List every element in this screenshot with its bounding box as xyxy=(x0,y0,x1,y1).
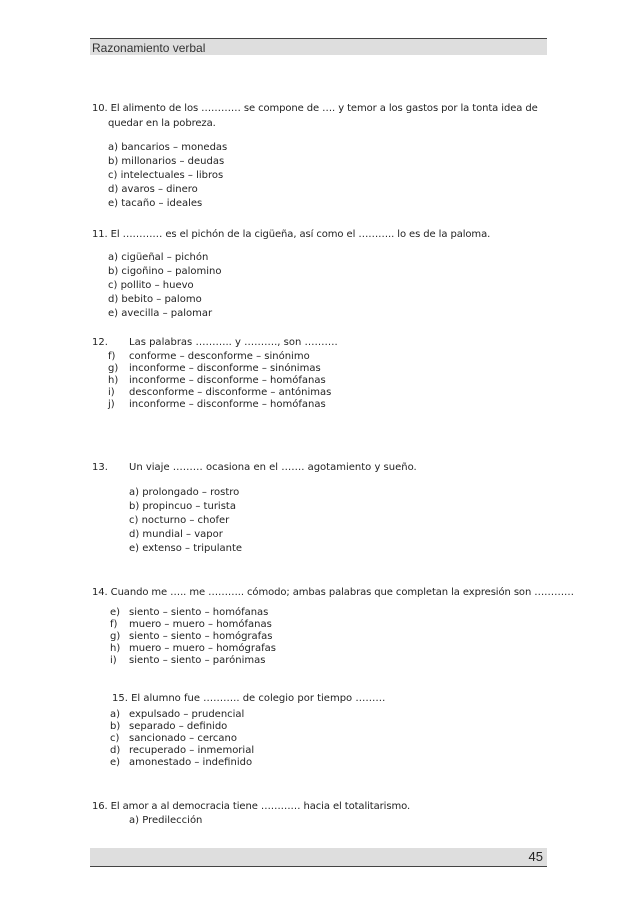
question-stem: Las palabras ……….. y ………., son ………. xyxy=(129,337,338,348)
question-stem: Un viaje ……… ocasiona en el ……. agotamiento y sueño. xyxy=(129,462,417,473)
option: desconforme – disconforme – antónimas xyxy=(129,387,332,398)
option-letter: d) xyxy=(110,745,121,756)
option-letter: h) xyxy=(108,375,119,386)
option: amonestado – indefinido xyxy=(129,757,253,768)
option: expulsado – prudencial xyxy=(129,709,245,720)
option: inconforme – disconforme – homófanas xyxy=(129,399,326,410)
question-stem: 15. El alumno fue ……….. de colegio por tiempo ……… xyxy=(112,693,386,704)
option: c) pollito – huevo xyxy=(108,280,194,291)
option: b) millonarios – deudas xyxy=(108,156,225,167)
option-letter: b) xyxy=(110,721,121,732)
option: a) Predilección xyxy=(129,815,203,826)
option: d) mundial – vapor xyxy=(129,529,223,540)
option-letter: f) xyxy=(108,351,116,362)
option-letter: e) xyxy=(110,607,121,618)
question-stem: 11. El ………… es el pichón de la cigüeña, así como el ……….. lo es de la paloma. xyxy=(92,229,491,240)
option: c) nocturno – chofer xyxy=(129,515,230,526)
option-letter: h) xyxy=(110,643,121,654)
option: a) bancarios – monedas xyxy=(108,142,228,153)
option: siento – siento – parónimas xyxy=(129,655,266,666)
option: e) tacaño – ideales xyxy=(108,198,203,209)
header-title: Razonamiento verbal xyxy=(92,41,206,55)
option-letter: c) xyxy=(110,733,120,744)
question-stem-continued: quedar en la pobreza. xyxy=(108,118,216,129)
option: siento – siento – homógrafas xyxy=(129,631,273,642)
option: a) prolongado – rostro xyxy=(129,487,240,498)
option: b) propincuo – turista xyxy=(129,501,236,512)
option: e) extenso – tripulante xyxy=(129,543,243,554)
question-number: 12. xyxy=(92,337,108,348)
option: a) cigüeñal – pichón xyxy=(108,252,209,263)
option-letter: f) xyxy=(110,619,118,630)
option: b) cigoñino – palomino xyxy=(108,266,222,277)
option-letter: a) xyxy=(110,709,121,720)
option: conforme – desconforme – sinónimo xyxy=(129,351,310,362)
option-letter: g) xyxy=(110,631,121,642)
option: separado – definido xyxy=(129,721,228,732)
option-letter: e) xyxy=(110,757,121,768)
question-number: 13. xyxy=(92,462,108,473)
option-letter: g) xyxy=(108,363,119,374)
page-number: 45 xyxy=(528,849,543,864)
option-letter: i) xyxy=(108,387,115,398)
option: c) intelectuales – libros xyxy=(108,170,224,181)
page-header xyxy=(90,38,547,55)
option-letter: j) xyxy=(108,399,115,410)
option: muero – muero – homógrafas xyxy=(129,643,276,654)
option: recuperado – inmemorial xyxy=(129,745,255,756)
option: inconforme – disconforme – sinónimas xyxy=(129,363,321,374)
option: muero – muero – homófanas xyxy=(129,619,272,630)
option-letter: i) xyxy=(110,655,117,666)
question-stem: 16. El amor a al democracia tiene ………… hacia el totalitarismo. xyxy=(92,801,411,812)
option: siento – siento – homófanas xyxy=(129,607,269,618)
option: d) avaros – dinero xyxy=(108,184,198,195)
option: d) bebito – palomo xyxy=(108,294,202,305)
question-stem: 14. Cuando me ….. me ……….. cómodo; ambas palabras que completan la expresión son ………… xyxy=(92,587,574,598)
option: sancionado – cercano xyxy=(129,733,237,744)
option: e) avecilla – palomar xyxy=(108,308,213,319)
page-footer xyxy=(90,848,547,867)
question-stem: 10. El alimento de los ………… se compone de …. y temor a los gastos por la tonta idea de xyxy=(92,103,538,114)
option: inconforme – disconforme – homófanas xyxy=(129,375,326,386)
